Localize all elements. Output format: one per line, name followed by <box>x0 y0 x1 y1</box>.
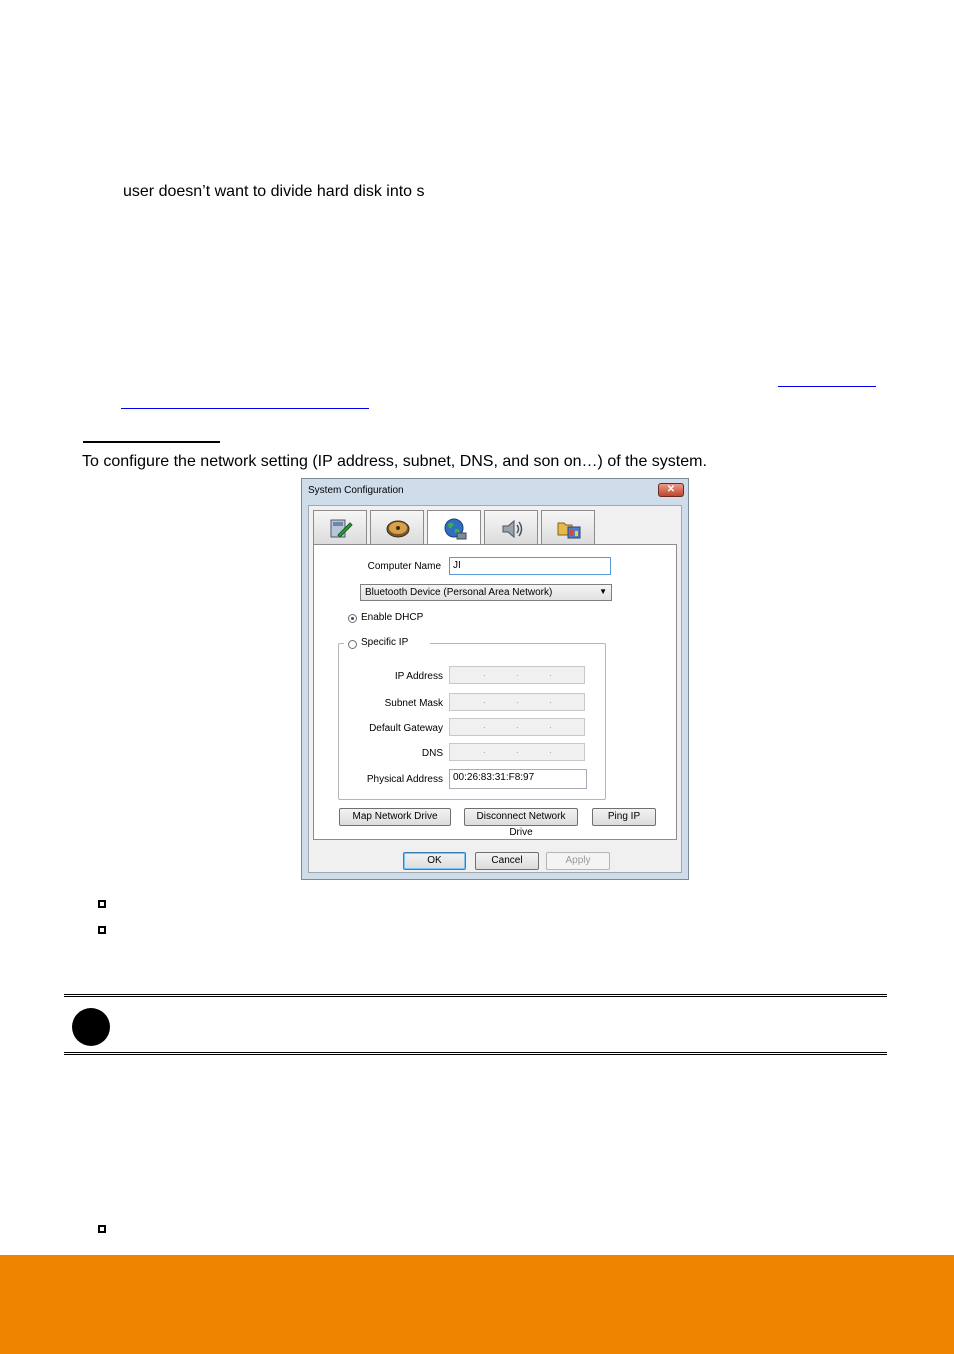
ip-address-input[interactable]: · · · <box>449 666 585 684</box>
enable-dhcp-label: Enable DHCP <box>361 612 424 623</box>
apply-button[interactable]: Apply <box>546 852 610 870</box>
tab-system[interactable] <box>313 510 367 544</box>
folders-icon <box>556 517 582 541</box>
ip-address-label: IP Address <box>394 671 443 682</box>
computer-name-input[interactable]: JI <box>449 557 611 575</box>
footer-bar <box>0 1255 954 1354</box>
bullet-marker <box>98 900 106 908</box>
dialog-client-area <box>308 505 682 873</box>
cancel-button[interactable]: Cancel <box>475 852 539 870</box>
hard-disk-icon <box>385 517 411 541</box>
specific-ip-label: Specific IP <box>361 637 409 648</box>
note-icon <box>72 1008 110 1046</box>
close-button[interactable] <box>658 483 684 497</box>
section-heading-underline <box>83 441 220 443</box>
tab-storage[interactable] <box>370 510 424 544</box>
network-adapter-selected: Bluetooth Device (Personal Area Network) <box>365 587 553 598</box>
system-configuration-dialog <box>301 478 689 880</box>
subnet-mask-label: Subnet Mask <box>384 698 443 709</box>
close-icon: ✕ <box>666 484 676 495</box>
physical-address-field[interactable]: 00:26:83:31:F8:97 <box>449 769 587 789</box>
network-globe-icon <box>442 517 468 541</box>
note-box-top-rule <box>64 994 887 1000</box>
dns-input[interactable]: · · · <box>449 743 585 761</box>
dialog-title: System Configuration <box>308 485 404 496</box>
hyperlink-underline[interactable] <box>121 408 369 409</box>
bullet-marker <box>98 926 106 934</box>
network-adapter-select[interactable] <box>360 584 612 601</box>
enable-dhcp-radio[interactable] <box>348 614 357 623</box>
tab-folders[interactable] <box>541 510 595 544</box>
hyperlink-underline[interactable] <box>778 386 876 387</box>
ok-button[interactable]: OK <box>403 852 466 870</box>
tab-audio[interactable] <box>484 510 538 544</box>
default-gateway-label: Default Gateway <box>369 723 443 734</box>
map-network-drive-button[interactable]: Map Network Drive <box>339 808 451 826</box>
ping-ip-button[interactable]: Ping IP <box>592 808 656 826</box>
disconnect-network-drive-button[interactable]: Disconnect Network Drive <box>464 808 578 826</box>
network-settings-panel <box>313 544 677 840</box>
dns-label: DNS <box>421 748 443 759</box>
default-gateway-input[interactable]: · · · <box>449 718 585 736</box>
system-icon <box>328 517 354 541</box>
body-text-line: user doesn’t want to divide hard disk into s <box>123 183 425 200</box>
dialog-titlebar[interactable] <box>302 479 688 503</box>
speaker-icon <box>499 517 525 541</box>
specific-ip-radio[interactable] <box>348 640 357 649</box>
bullet-marker <box>98 1225 106 1233</box>
computer-name-label: Computer Name <box>367 561 441 572</box>
physical-address-label: Physical Address <box>366 774 443 785</box>
tab-network[interactable] <box>427 510 481 546</box>
note-box-bottom-rule <box>64 1052 887 1058</box>
subnet-mask-input[interactable]: · · · <box>449 693 585 711</box>
chevron-down-icon: ▼ <box>599 587 607 596</box>
section-intro-text: To configure the network setting (IP address, subnet, DNS, and son on…) of the system. <box>82 453 707 470</box>
